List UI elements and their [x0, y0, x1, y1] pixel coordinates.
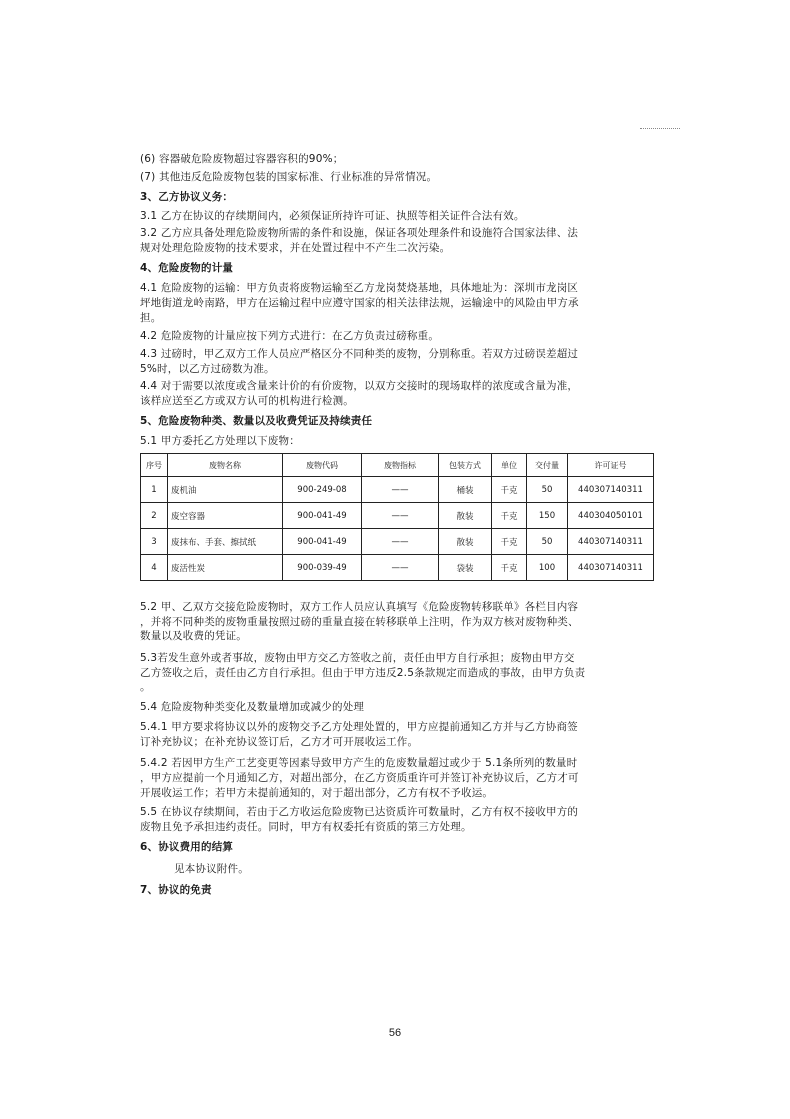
cell-unit: 千克	[492, 503, 527, 529]
clause-line: 规对处理危险废物的技术要求，并在处置过程中不产生二次污染。	[140, 242, 451, 254]
clause-line: 。	[140, 681, 151, 693]
clause-line: 数量以及收费的凭证。	[140, 630, 247, 642]
clause-line: 4.4 对于需要以浓度或含量来计价的有价废物，以双方交接时的现场取样的浓度或含量为准，	[140, 380, 579, 392]
section-heading: 7、协议的免责	[140, 884, 212, 896]
cell-waste-name: 废活性炭	[168, 555, 283, 581]
cell-quantity: 50	[527, 529, 568, 555]
clause-line: 5.3若发生意外或者事故，废物由甲方交乙方签收之前，责任由甲方自行承担；废物由甲方交	[140, 652, 575, 664]
clause-line: 5.4 危险废物种类变化及数量增加或减少的处理	[140, 701, 365, 713]
clause-line: 3.2 乙方应具备处理危险废物所需的条件和设施，保证各项处理条件和设施符合国家法律、法	[140, 227, 579, 239]
cell-quantity: 150	[527, 503, 568, 529]
table-row	[141, 477, 654, 503]
clause-line: 5.5 在协议存续期间，若由于乙方收运危险废物已达资质许可数量时，乙方有权不接收甲方的	[140, 806, 579, 818]
cell-index: 3	[141, 529, 168, 555]
cell-indicator: ——	[362, 555, 439, 581]
clause-line: (6) 容器破危险废物超过容器容积的90%；	[140, 153, 344, 165]
cell-waste-code: 900-039-49	[283, 555, 362, 581]
column-header: 许可证号	[568, 454, 654, 477]
clause-line: 废物且免予承担违约责任。同时，甲方有权委托有资质的第三方处理。	[140, 821, 472, 833]
column-header: 交付量	[527, 454, 568, 477]
cell-unit: 千克	[492, 555, 527, 581]
table-row	[141, 555, 654, 581]
cell-packaging: 散装	[439, 529, 492, 555]
clause-line: 5.2 甲、乙双方交接危险废物时，双方工作人员应认真填写《危险废物转移联单》各栏目内容	[140, 601, 579, 613]
cell-waste-code: 900-041-49	[283, 503, 362, 529]
section-heading: 4、危险废物的计量	[140, 262, 234, 274]
table-row	[141, 529, 654, 555]
clause-line: 乙方签收之后，责任由乙方自行承担。但由于甲方违反2.5条款规定而造成的事故，由甲方负责	[140, 667, 586, 679]
column-header: 单位	[492, 454, 527, 477]
cell-unit: 千克	[492, 477, 527, 503]
clause-line: 4.3 过磅时，甲乙双方工作人员应严格区分不同种类的废物，分别称重。若双方过磅误差超过	[140, 348, 579, 360]
cell-unit: 千克	[492, 529, 527, 555]
clause-line: 5.4.1 甲方要求将协议以外的废物交予乙方处理处置的，甲方应提前通知乙方并与乙方协商签	[140, 721, 578, 733]
cell-packaging: 袋装	[439, 555, 492, 581]
cell-indicator: ——	[362, 529, 439, 555]
clause-line: ，甲方应提前一个月通知乙方，对超出部分，在乙方资质重许可并签订补充协议后，乙方才可	[140, 772, 579, 784]
page-number: 56	[388, 1027, 402, 1039]
clause-line: 5.1 甲方委托乙方处理以下废物：	[140, 435, 300, 447]
cell-index: 1	[141, 477, 168, 503]
cell-index: 4	[141, 555, 168, 581]
column-header: 废物名称	[168, 454, 283, 477]
cell-waste-name: 废空容器	[168, 503, 283, 529]
cell-indicator: ——	[362, 503, 439, 529]
clause-line: 该样应送至乙方或双方认可的机构进行检测。	[140, 395, 354, 407]
column-header: 废物代码	[283, 454, 362, 477]
waste-table	[140, 453, 654, 581]
scan-mark	[640, 128, 680, 131]
clause-line: 坪地街道龙岭南路，甲方在运输过程中应遵守国家的相关法律法规，运输途中的风险由甲方承	[140, 297, 579, 309]
clause-line: 见本协议附件。	[174, 863, 249, 875]
clause-line: 5%时，以乙方过磅数为准。	[140, 363, 275, 375]
cell-waste-name: 废机油	[168, 477, 283, 503]
clause-line: 订补充协议；在补充协议签订后，乙方才可开展收运工作。	[140, 736, 419, 748]
cell-license: 440307140311	[568, 555, 654, 581]
clause-line: 担。	[140, 312, 162, 324]
cell-index: 2	[141, 503, 168, 529]
cell-waste-code: 900-249-08	[283, 477, 362, 503]
clause-line: 4.1 危险废物的运输：甲方负责将废物运输至乙方龙岗焚烧基地，具体地址为：深圳市龙岗区	[140, 282, 579, 294]
cell-license: 440307140311	[568, 477, 654, 503]
clause-line: 5.4.2 若因甲方生产工艺变更等因素导致甲方产生的危废数量超过或少于 5.1条所列的数量时	[140, 757, 578, 769]
table-header-row	[141, 454, 654, 477]
section-heading: 5、危险废物种类、数量以及收费凭证及持续责任	[140, 415, 373, 427]
column-header: 序号	[141, 454, 168, 477]
table-row	[141, 503, 654, 529]
clause-line: 3.1 乙方在协议的存续期间内，必须保证所持许可证、执照等相关证件合法有效。	[140, 210, 525, 222]
clause-line: (7) 其他违反危险废物包装的国家标准、行业标准的异常情况。	[140, 171, 438, 183]
cell-license: 440304050101	[568, 503, 654, 529]
cell-indicator: ——	[362, 477, 439, 503]
cell-waste-name: 废抹布、手套、擦拭纸	[168, 529, 283, 555]
section-heading: 6、协议费用的结算	[140, 841, 234, 853]
clause-line: ，并将不同种类的废物重量按照过磅的重量直接在转移联单上注明，作为双方核对废物种类、	[140, 616, 579, 628]
cell-packaging: 桶装	[439, 477, 492, 503]
cell-license: 440307140311	[568, 529, 654, 555]
clause-line: 4.2 危险废物的计量应按下列方式进行：在乙方负责过磅称重。	[140, 330, 440, 342]
clause-line: 开展收运工作；若甲方未提前通知的，对于超出部分，乙方有权不予收运。	[140, 787, 494, 799]
cell-waste-code: 900-041-49	[283, 529, 362, 555]
cell-quantity: 100	[527, 555, 568, 581]
column-header: 废物指标	[362, 454, 439, 477]
column-header: 包装方式	[439, 454, 492, 477]
cell-quantity: 50	[527, 477, 568, 503]
cell-packaging: 散装	[439, 503, 492, 529]
section-heading: 3、乙方协议义务：	[140, 191, 234, 203]
